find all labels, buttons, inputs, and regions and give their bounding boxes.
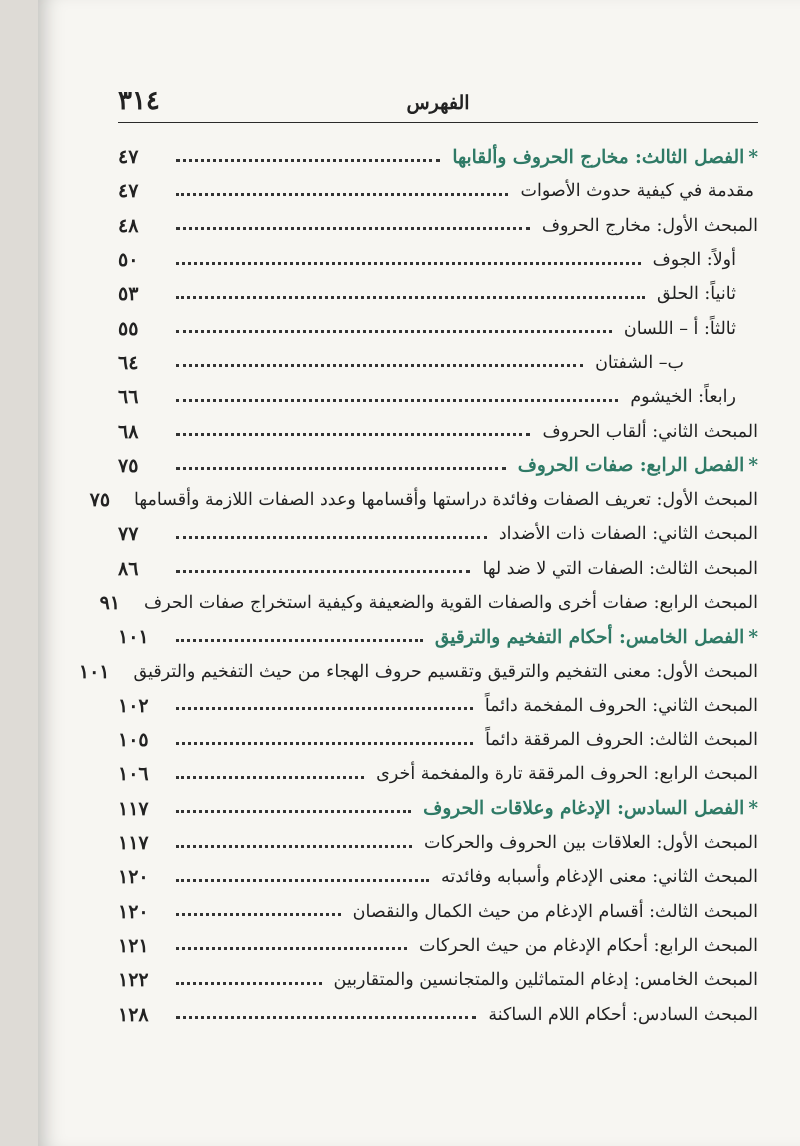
- table-of-contents: [78, 140, 758, 1032]
- entry-text: المبحث الثالث: الحروف المرققة دائماً: [485, 730, 758, 751]
- entry-page-number: ١٢٠: [118, 866, 149, 889]
- toc-entry-row: [78, 654, 758, 688]
- chapter-title: [429, 627, 758, 648]
- dot-leader: [176, 742, 473, 745]
- entry-text: المبحث الرابع: الحروف المرققة تارة والمفخمة أخرى: [376, 764, 758, 785]
- chapter-title: [446, 147, 758, 168]
- entry-title: [347, 902, 758, 922]
- entry-text: أولاً: الجوف: [652, 250, 736, 271]
- entry-page-number: ١٠١: [78, 660, 110, 683]
- dot-leader: [176, 947, 407, 950]
- entry-text: المبحث الثاني: الصفات ذات الأضداد: [498, 524, 758, 545]
- toc-entry-row: [118, 277, 758, 311]
- toc-entry-row: [118, 826, 758, 860]
- entry-page-number: ١١٧: [118, 832, 149, 855]
- dot-leader: [176, 399, 618, 402]
- entry-page-number: ١٢٢: [118, 969, 149, 992]
- entry-text: المبحث الرابع: صفات أخرى والصفات القوية والضعيفة وكيفية استخراج صفات الحرف: [144, 593, 758, 613]
- toc-entry-row: [118, 895, 758, 929]
- running-title: الفهرس: [406, 92, 470, 114]
- toc-entry-row: [118, 929, 758, 963]
- entry-page-number: ١٠٢: [118, 694, 149, 717]
- toc-entry-row: [89, 483, 758, 517]
- dot-leader: [176, 364, 583, 367]
- entry-title: [138, 593, 758, 613]
- entry-title: [128, 490, 758, 510]
- toc-chapter-row: [118, 620, 758, 654]
- entry-title: [128, 662, 758, 682]
- entry-page-number: ١١٧: [118, 797, 149, 820]
- entry-page-number: ٥٥: [118, 317, 139, 340]
- dot-leader: [176, 570, 470, 573]
- entry-text: المبحث الثالث: أقسام الإدغام من حيث الكمال والنقصان: [352, 901, 758, 922]
- entry-text: المبحث الثاني: ألقاب الحروف: [542, 421, 758, 442]
- dot-leader: [176, 536, 487, 539]
- chapter-title: [417, 798, 758, 819]
- toc-entry-row: [118, 380, 758, 414]
- entry-text: المبحث الثاني: الحروف المفخمة دائماً: [484, 695, 758, 716]
- entry-text: المبحث السادس: أحكام اللام الساكنة: [488, 1004, 758, 1025]
- dot-leader: [176, 879, 429, 882]
- entry-text: ثانياً: الحلق: [656, 284, 736, 305]
- dot-leader: [176, 1016, 476, 1019]
- toc-entry-row: [118, 346, 758, 380]
- entry-title: [651, 284, 758, 304]
- dot-leader: [176, 467, 506, 470]
- toc-chapter-row: [118, 792, 758, 826]
- page-header: [118, 86, 758, 123]
- toc-entry-row: [118, 243, 758, 277]
- toc-chapter-row: [118, 140, 758, 174]
- entry-text: الفصل الثالث: مخارج الحروف وألقابها: [452, 146, 745, 168]
- entry-text: المبحث الأول: مخارج الحروف: [541, 215, 758, 236]
- entry-page-number: ٧٧: [118, 523, 139, 546]
- dot-leader: [176, 707, 473, 710]
- entry-page-number: ١٠٦: [118, 763, 149, 786]
- dot-leader: [176, 810, 411, 813]
- entry-title: [536, 216, 758, 236]
- toc-entry-row: [118, 414, 758, 448]
- entry-title: [328, 970, 758, 990]
- entry-page-number: ٦٨: [118, 420, 139, 443]
- dot-leader: [176, 262, 641, 265]
- entry-title: [370, 764, 758, 784]
- toc-entry-row: [118, 517, 758, 551]
- entry-text: المبحث الرابع: أحكام الإدغام من حيث الحركات: [419, 935, 758, 956]
- entry-page-number: ١٢١: [118, 934, 149, 957]
- entry-title: [493, 524, 758, 544]
- entry-text: الفصل الخامس: أحكام التفخيم والترقيق: [434, 626, 745, 648]
- entry-text: ثالثاً: أ – اللسان: [623, 318, 736, 339]
- entry-page-number: ٨٦: [118, 557, 139, 580]
- entry-page-number: ١٠١: [118, 626, 149, 649]
- entry-text: المبحث الأول: معنى التفخيم والترقيق وتقسيم حروف الهجاء من حيث التفخيم والترقيق: [133, 661, 758, 682]
- entry-text: رابعاً: الخيشوم: [630, 387, 736, 408]
- entry-text: المبحث الأول: العلاقات بين الحروف والحركات: [424, 833, 758, 854]
- chapter-title: [512, 455, 758, 476]
- entry-title: [624, 387, 758, 407]
- entry-page-number: ٧٥: [89, 489, 111, 512]
- dot-leader: [176, 227, 530, 230]
- entry-title: [589, 353, 758, 373]
- dot-leader: [176, 776, 364, 779]
- entry-title: [418, 833, 758, 853]
- toc-entry-row: [118, 311, 758, 345]
- toc-entry-row: [118, 963, 758, 997]
- dot-leader: [176, 913, 341, 916]
- toc-entry-row: [118, 552, 758, 586]
- entry-title: [479, 730, 758, 750]
- entry-text: الفصل السادس: الإدغام وعلاقات الحروف: [423, 798, 745, 820]
- entry-page-number: ٥٣: [118, 283, 139, 306]
- entry-page-number: ١٢٨: [118, 1003, 149, 1026]
- entry-text: المبحث الخامس: إدغام المتماثلين والمتجانسين والمتقاربين: [333, 970, 758, 991]
- asterisk-icon: *: [748, 455, 758, 477]
- page-number: ٣١٤: [118, 86, 160, 116]
- entry-text: المبحث الأول: تعريف الصفات وفائدة دراستها وأقسامها وعدد الصفات اللازمة وأقسامها: [134, 490, 758, 511]
- dot-leader: [176, 330, 612, 333]
- entry-page-number: ١٢٠: [118, 900, 149, 923]
- toc-entry-row: [118, 757, 758, 791]
- entry-page-number: ٧٥: [118, 454, 139, 477]
- entry-page-number: ٤٧: [118, 180, 139, 203]
- entry-title: [482, 1005, 758, 1025]
- entry-page-number: ٥٠: [118, 249, 139, 272]
- entry-title: [514, 181, 758, 201]
- dot-leader: [176, 639, 423, 642]
- toc-entry-row: [118, 723, 758, 757]
- entry-text: المبحث الثاني: معنى الإدغام وأسبابه وفائدته: [441, 867, 758, 888]
- entry-page-number: ٦٦: [118, 386, 139, 409]
- entry-page-number: ٤٨: [118, 214, 139, 237]
- entry-page-number: ٤٧: [118, 146, 139, 169]
- asterisk-icon: *: [748, 798, 758, 820]
- entry-title: [536, 422, 758, 442]
- entry-text: الفصل الرابع: صفات الحروف: [517, 455, 745, 477]
- toc-chapter-row: [118, 449, 758, 483]
- entry-text: المبحث الثالث: الصفات التي لا ضد لها: [482, 558, 758, 579]
- dot-leader: [176, 433, 530, 436]
- book-page: [38, 0, 800, 1146]
- entry-page-number: ١٠٥: [118, 729, 149, 752]
- entry-text: ب– الشفتان: [595, 352, 684, 373]
- dot-leader: [176, 845, 412, 848]
- entry-title: [618, 319, 758, 339]
- toc-entry-row: [118, 209, 758, 243]
- toc-entry-row: [99, 586, 758, 620]
- entry-title: [647, 250, 758, 270]
- dot-leader: [176, 296, 645, 299]
- dot-leader: [176, 159, 440, 162]
- entry-text: مقدمة في كيفية حدوث الأصوات: [520, 181, 754, 202]
- entry-title: [476, 559, 758, 579]
- asterisk-icon: *: [748, 146, 758, 168]
- entry-title: [479, 696, 758, 716]
- toc-entry-row: [118, 860, 758, 894]
- entry-title: [435, 867, 758, 887]
- toc-entry-row: [118, 174, 758, 208]
- asterisk-icon: *: [748, 626, 758, 648]
- entry-title: [413, 936, 758, 956]
- dot-leader: [176, 193, 508, 196]
- toc-entry-row: [118, 997, 758, 1031]
- dot-leader: [176, 982, 322, 985]
- toc-entry-row: [118, 689, 758, 723]
- entry-page-number: ٩١: [99, 592, 121, 614]
- entry-page-number: ٦٤: [118, 351, 139, 374]
